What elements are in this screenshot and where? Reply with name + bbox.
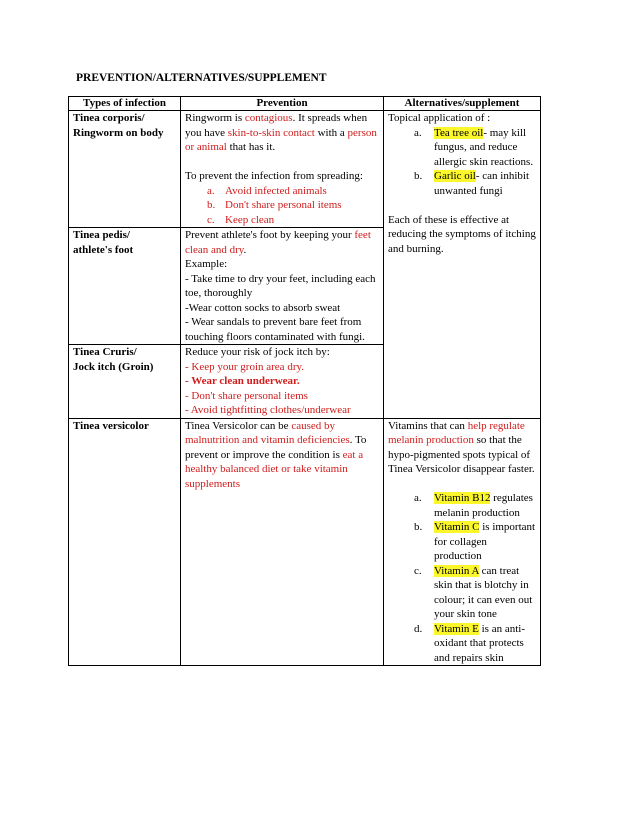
alternatives-text: Vitamins that can help regulate melanin production so that the hypo-pigmented spots typical of Tinea Versicolor disappear faster. — [388, 419, 535, 475]
infection-type-cell — [69, 345, 181, 419]
list-item: b. Vitamin C is important for collagen production — [414, 521, 536, 562]
prevention-text: Prevent athlete's foot by keeping your feet clean and dry. — [185, 229, 371, 256]
infection-common-name: Ringworm on body — [73, 126, 164, 139]
prevention-line: Example: — [185, 258, 228, 270]
infection-common-name: athlete's foot — [73, 243, 134, 256]
prevention-line: -Wear cotton socks to absorb sweat — [185, 301, 341, 314]
alternatives-outro: Each of these is effective at reducing the symptoms of itching and burning. — [388, 213, 536, 255]
table-row — [69, 111, 541, 228]
table-row — [69, 418, 541, 666]
vitamin-list — [388, 491, 536, 665]
infection-type-cell — [69, 228, 181, 345]
prevention-line: - Keep your groin area dry. — [185, 360, 305, 373]
prevention-line: - Wear clean underwear. — [185, 375, 300, 387]
header-prevention: Prevention — [181, 97, 384, 111]
infection-table — [68, 96, 541, 666]
prevention-line: - Wear sandals to prevent bare feet from touching floors contaminated with fungi. — [185, 316, 365, 343]
list-item: c. Keep clean — [207, 213, 275, 226]
prevention-cell — [181, 345, 384, 419]
infection-name: Tinea pedis/ — [73, 229, 130, 241]
prevention-cell — [181, 111, 384, 228]
table-header-row — [69, 97, 541, 111]
list-item: d. Vitamin E is an anti-oxidant that protects and repairs skin — [414, 622, 525, 664]
list-item: c. Vitamin A can treat skin that is blotchy in colour; it can even out your skin tone — [414, 564, 533, 620]
list-item: b. Don't share personal items — [207, 199, 342, 211]
prevention-line: - Avoid tightfitting clothes/underwear — [185, 404, 351, 416]
infection-name: Tinea Cruris/ — [73, 346, 137, 358]
infection-common-name: Jock itch (Groin) — [73, 360, 154, 373]
prevention-text: Tinea Versicolor can be caused by malnutrition and vitamin deficiencies. To prevent or improve the condition is eat a healthy balanced diet or take vitamin supplements — [185, 419, 367, 490]
prevention-cell — [181, 418, 384, 666]
infection-type-cell — [69, 111, 181, 228]
prevention-line: - Don't share personal items — [185, 389, 308, 402]
infection-name: Tinea versicolor — [73, 419, 149, 432]
list-item: a. Vitamin B12 regulates melanin production — [414, 492, 533, 519]
alternatives-list — [388, 126, 536, 199]
infection-name: Tinea corporis/ — [73, 112, 145, 124]
prevention-text: Ringworm is contagious. It spreads when you have skin-to-skin contact with a person or animal that has it. — [185, 112, 377, 153]
prevention-intro: Reduce your risk of jock itch by: — [185, 346, 330, 358]
list-item: a. Avoid infected animals — [207, 184, 327, 197]
infection-type-cell — [69, 418, 181, 666]
prevention-intro: To prevent the infection from spreading: — [185, 170, 363, 182]
prevention-cell — [181, 228, 384, 345]
header-alternatives: Alternatives/supplement — [384, 97, 541, 111]
list-item: a. Tea tree oil- may kill fungus, and reduce allergic skin reactions. — [414, 126, 534, 168]
header-types: Types of infection — [69, 97, 181, 111]
section-heading: PREVENTION/ALTERNATIVES/SUPPLEMENT — [76, 72, 327, 84]
alternatives-cell — [384, 418, 541, 666]
prevention-list — [185, 184, 379, 228]
prevention-line: - Take time to dry your feet, including each toe, thoroughly — [185, 272, 376, 299]
list-item: b. Garlic oil- can inhibit unwanted fungi — [414, 170, 530, 197]
alternatives-intro: Topical application of : — [388, 112, 491, 124]
alternatives-cell — [384, 111, 541, 419]
